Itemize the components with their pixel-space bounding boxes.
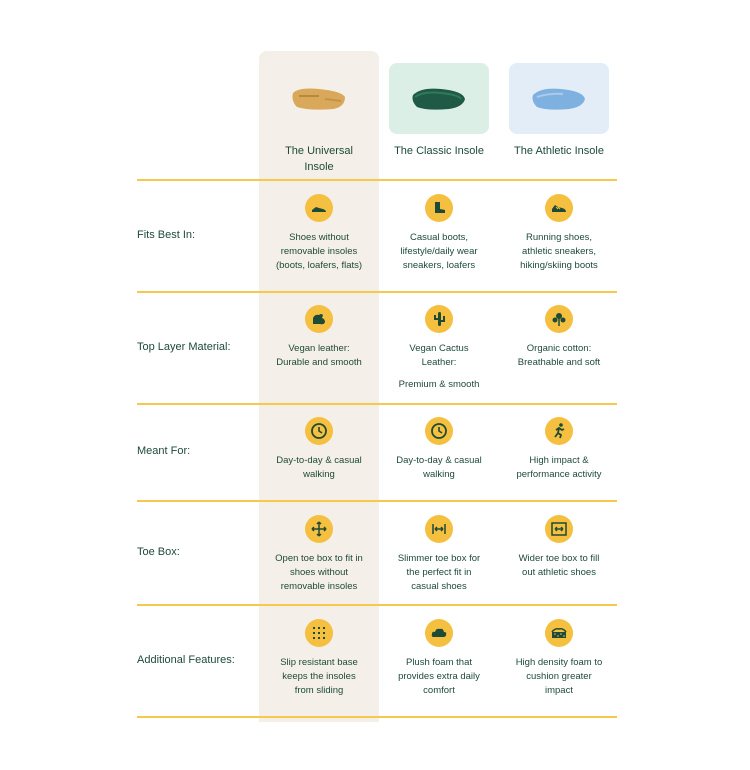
cell-toe-classic: Slimmer toe box for the perfect fit in casual shoes xyxy=(379,515,499,594)
cloud-icon xyxy=(425,619,453,647)
cell-features-universal: Slip resistant base keeps the insoles from sliding xyxy=(259,619,379,698)
divider xyxy=(137,500,617,502)
divider xyxy=(137,403,617,405)
cell-meant-classic: Day-to-day & casual walking xyxy=(379,417,499,482)
runner-icon xyxy=(545,417,573,445)
athletic-insole-image xyxy=(509,63,609,134)
product-universal[interactable] xyxy=(259,63,379,175)
row-label-material: Top Layer Material: xyxy=(137,341,231,353)
product-athletic[interactable] xyxy=(499,63,619,159)
wide-icon xyxy=(545,515,573,543)
row-label-features: Additional Features: xyxy=(137,654,235,666)
cell-features-classic: Plush foam that provides extra daily comfort xyxy=(379,619,499,698)
classic-insole-image xyxy=(389,63,489,134)
cotton-icon xyxy=(545,305,573,333)
cell-meant-universal: Day-to-day & casual walking xyxy=(259,417,379,482)
divider xyxy=(137,291,617,293)
bicep-icon xyxy=(305,305,333,333)
cell-toe-universal: Open toe box to fit in shoes without removable insoles xyxy=(259,515,379,594)
cell-features-athletic: High density foam to cushion greater impact xyxy=(499,619,619,698)
cell-material-athletic: Organic cotton: Breathable and soft xyxy=(499,305,619,370)
cell-fits-universal: Shoes without removable insoles (boots, loafers, flats) xyxy=(259,194,379,273)
row-label-fits: Fits Best In: xyxy=(137,229,196,241)
narrow-icon xyxy=(425,515,453,543)
product-name-universal: The Universal Insole xyxy=(285,145,353,173)
expand-arrows-icon xyxy=(305,515,333,543)
divider xyxy=(137,716,617,718)
product-name-athletic: The Athletic Insole xyxy=(514,145,604,157)
clock-icon xyxy=(425,417,453,445)
divider xyxy=(137,179,617,181)
foam-icon xyxy=(545,619,573,647)
cell-material-universal: Vegan leather: Durable and smooth xyxy=(259,305,379,370)
grip-icon xyxy=(305,619,333,647)
boot-icon xyxy=(425,194,453,222)
cell-toe-athletic: Wider toe box to fill out athletic shoes xyxy=(499,515,619,580)
cell-fits-athletic: Running shoes, athletic sneakers, hiking/skiing boots xyxy=(499,194,619,273)
product-name-classic: The Classic Insole xyxy=(394,145,484,157)
clock-icon xyxy=(305,417,333,445)
divider xyxy=(137,604,617,606)
product-classic[interactable] xyxy=(379,63,499,159)
cactus-icon xyxy=(425,305,453,333)
cell-meant-athletic: High impact & performance activity xyxy=(499,417,619,482)
universal-insole-image xyxy=(269,63,369,134)
cell-fits-classic: Casual boots, lifestyle/daily wear sneakers, loafers xyxy=(379,194,499,273)
shoe-icon xyxy=(305,194,333,222)
row-label-toe-box: Toe Box: xyxy=(137,546,180,558)
sneaker-icon xyxy=(545,194,573,222)
cell-material-classic: Vegan Cactus Leather: Premium & smooth xyxy=(379,305,499,392)
row-label-meant-for: Meant For: xyxy=(137,445,191,457)
